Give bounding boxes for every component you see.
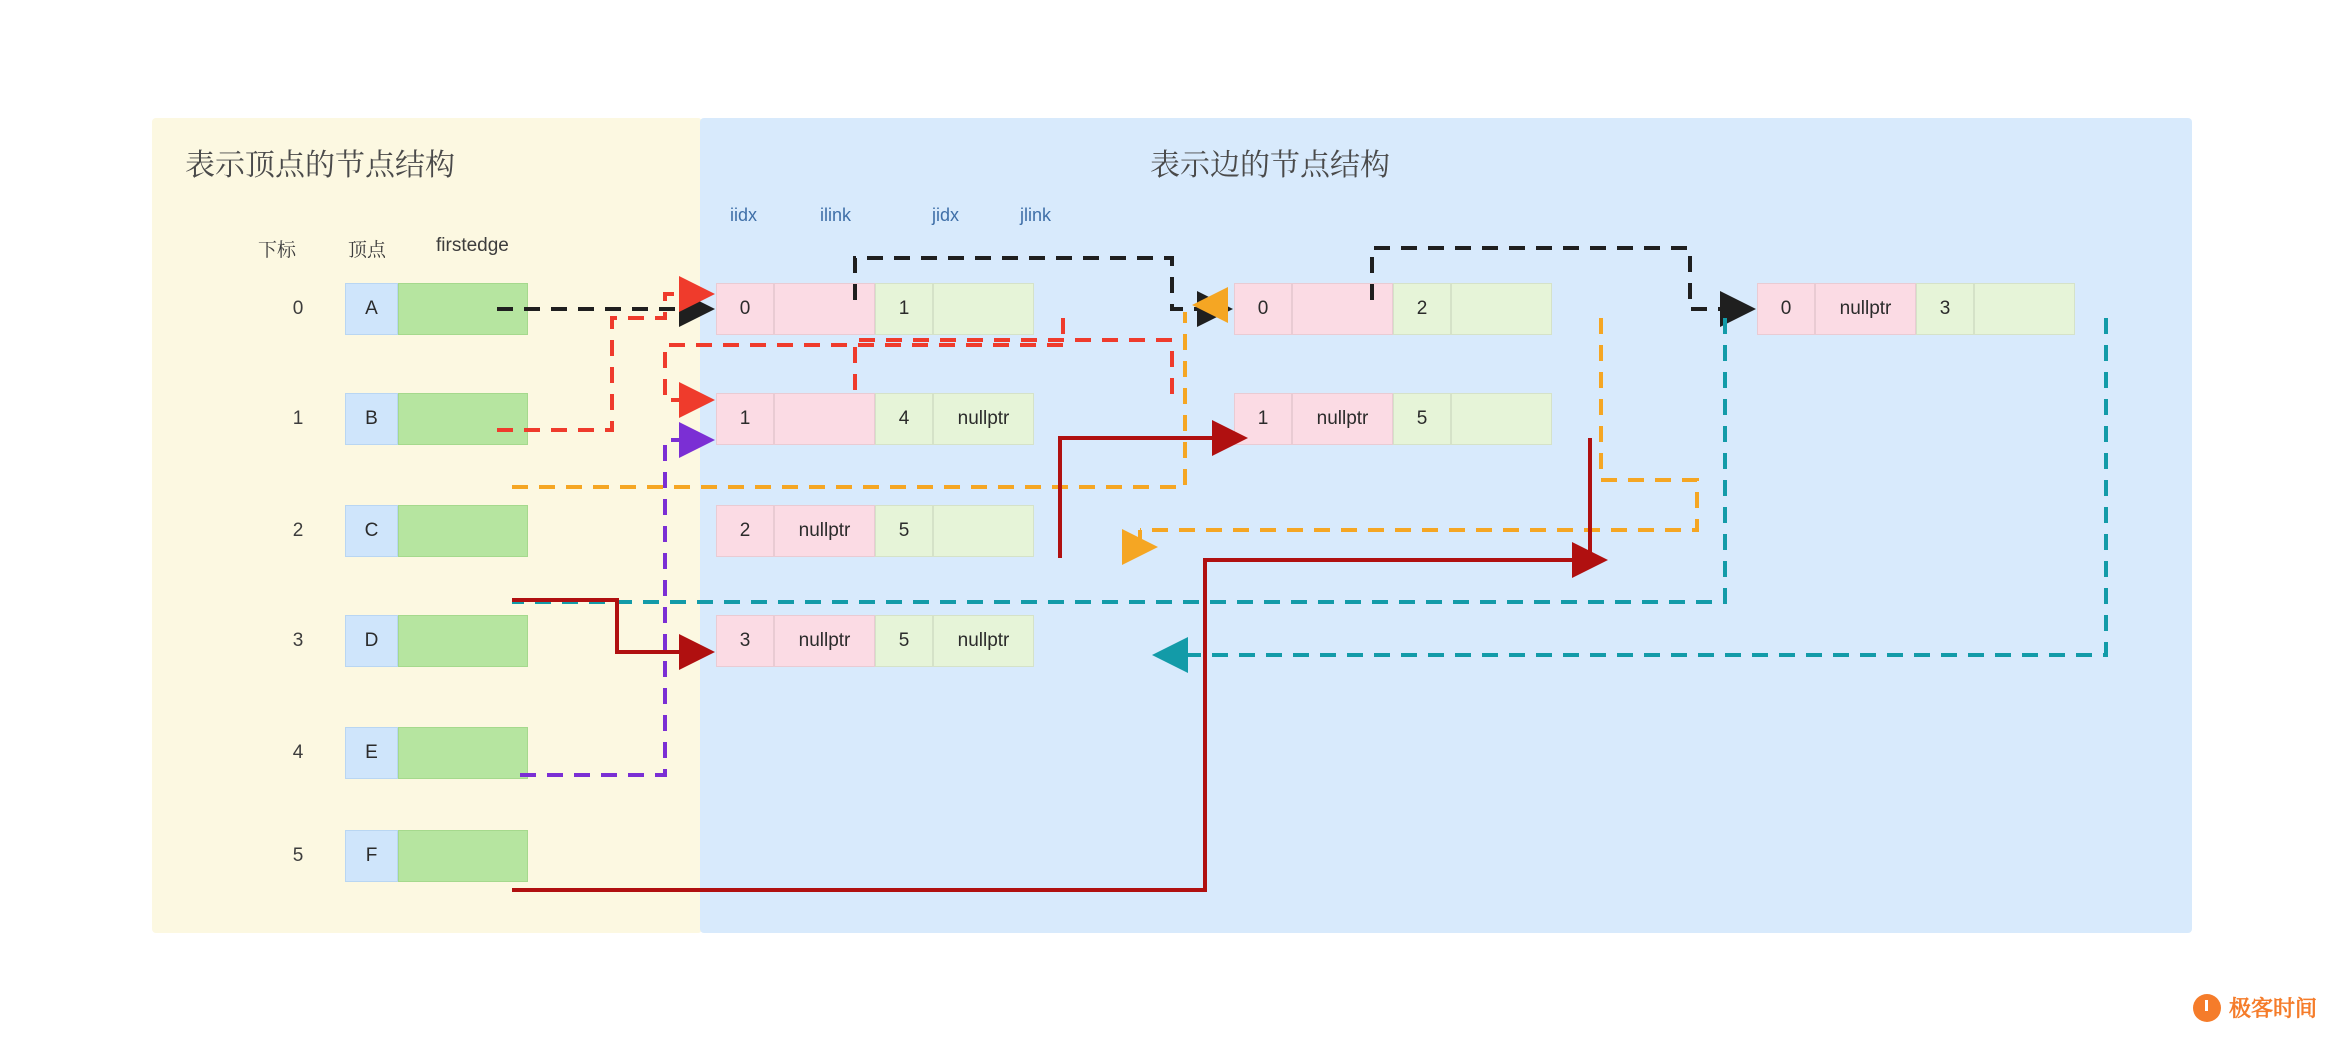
- header-vertex: 顶点: [348, 240, 387, 261]
- vertex-row-index: 5: [292, 845, 304, 866]
- edge-node-iidx: 1: [1234, 393, 1292, 445]
- vertex-row-index: 3: [292, 630, 304, 651]
- edge-node-jidx: 5: [875, 615, 933, 667]
- edge-node-jlink: [1451, 283, 1552, 335]
- edge-node-ilink: [774, 393, 875, 445]
- vertex-firstedge-cell: [398, 505, 528, 557]
- edge-node-jlink: [933, 283, 1034, 335]
- edge-node-ilink: nullptr: [1815, 283, 1916, 335]
- edge-node-jlink: nullptr: [933, 393, 1034, 445]
- header-ilink: ilink: [820, 205, 852, 225]
- vertex-firstedge-cell: [398, 393, 528, 445]
- edge-node-jidx: 3: [1916, 283, 1974, 335]
- vertex-row-index: 0: [292, 298, 304, 319]
- edge-node: [716, 393, 1034, 445]
- edge-node-iidx: 0: [1757, 283, 1815, 335]
- edge-node-jlink: [933, 505, 1034, 557]
- edge-node-ilink: nullptr: [774, 615, 875, 667]
- edge-node-jidx: 1: [875, 283, 933, 335]
- watermark-logo-icon: [2193, 994, 2221, 1022]
- header-jidx: jidx: [932, 205, 960, 225]
- header-iidx: iidx: [730, 205, 758, 225]
- edge-node: [716, 283, 1034, 335]
- edge-node-jlink: [1451, 393, 1552, 445]
- vertex-name-cell: D: [345, 615, 398, 667]
- edge-node: [1234, 393, 1552, 445]
- vertex-name-cell: F: [345, 830, 398, 882]
- vertex-name-cell: B: [345, 393, 398, 445]
- vertex-row-index: 2: [292, 520, 304, 541]
- edge-node-jlink: [1974, 283, 2075, 335]
- header-firstedge: firstedge: [436, 235, 509, 256]
- edge-node-ilink: [1292, 283, 1393, 335]
- vertex-firstedge-cell: [398, 283, 528, 335]
- edge-node: [716, 615, 1034, 667]
- vertex-name-cell: C: [345, 505, 398, 557]
- edge-node-ilink: nullptr: [774, 505, 875, 557]
- watermark-text: 极客时间: [2228, 996, 2317, 1021]
- edge-node-ilink: [774, 283, 875, 335]
- vertex-firstedge-cell: [398, 615, 528, 667]
- edge-panel-title: 表示边的节点结构: [1150, 149, 1390, 182]
- edge-node-jidx: 4: [875, 393, 933, 445]
- edge-node-jidx: 5: [1393, 393, 1451, 445]
- edge-node-iidx: 3: [716, 615, 774, 667]
- edge-node-iidx: 0: [1234, 283, 1292, 335]
- edge-node-iidx: 1: [716, 393, 774, 445]
- edge-node-jidx: 2: [1393, 283, 1451, 335]
- edge-node-iidx: 2: [716, 505, 774, 557]
- watermark: [2193, 992, 2317, 1023]
- header-jlink: jlink: [1020, 205, 1052, 225]
- edge-node: [716, 505, 1034, 557]
- edge-node: [1757, 283, 2075, 335]
- vertex-firstedge-cell: [398, 830, 528, 882]
- edge-node: [1234, 283, 1552, 335]
- vertex-row-index: 1: [292, 408, 304, 429]
- vertex-firstedge-cell: [398, 727, 528, 779]
- vertex-panel-title: 表示顶点的节点结构: [185, 149, 455, 182]
- header-index: 下标: [258, 240, 297, 261]
- vertex-name-cell: A: [345, 283, 398, 335]
- edge-node-ilink: nullptr: [1292, 393, 1393, 445]
- vertex-row-index: 4: [292, 742, 304, 763]
- edge-node-jlink: nullptr: [933, 615, 1034, 667]
- edge-node-jidx: 5: [875, 505, 933, 557]
- edge-node-iidx: 0: [716, 283, 774, 335]
- vertex-name-cell: E: [345, 727, 398, 779]
